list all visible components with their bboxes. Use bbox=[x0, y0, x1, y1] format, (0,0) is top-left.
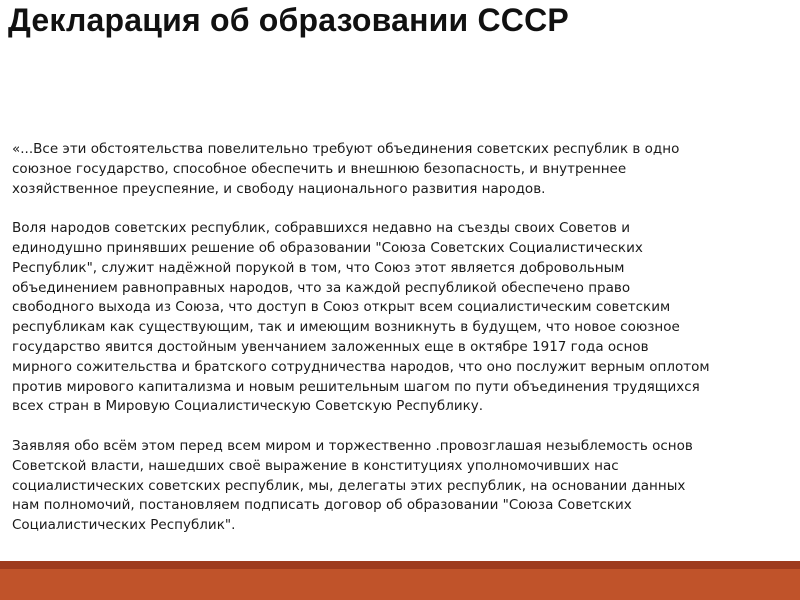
footer-bar-dark bbox=[0, 561, 800, 569]
text-line: мирного сожительства и братского сотрудничества народов, что оно послужит верным оплотом bbox=[12, 358, 710, 375]
text-line: хозяйственное преуспеяние, и свободу национального развития народов. bbox=[12, 180, 546, 197]
slide-body bbox=[12, 140, 796, 536]
text-line: государство явится достойным увенчанием заложенных еще в октябре 1917 года основ bbox=[12, 338, 649, 355]
text-line: против мирового капитализма и новым решительным шагом по пути объединения трудящихся bbox=[12, 378, 700, 395]
footer-bar bbox=[0, 569, 800, 600]
text-line: Заявляя обо всём этом перед всем миром и торжественно .провозглашая незыблемость основ bbox=[12, 437, 693, 454]
text-line: Воля народов советских республик, собравшихся недавно на съезды своих Советов и bbox=[12, 220, 631, 237]
text-line: свободного выхода из Союза, что доступ в Союз открыт всем социалистическим советским bbox=[12, 299, 671, 316]
text-line: единодушно принявших решение об образовании "Союза Советских Социалистических bbox=[12, 239, 643, 256]
text-line: Социалистических Республик". bbox=[12, 517, 236, 534]
text-line: социалистических советских республик, мы, делегаты этих республик, на основании данных bbox=[12, 477, 686, 494]
text-line: нам полномочий, постановляем подписать договор об образовании "Союза Советских bbox=[12, 497, 632, 514]
text-line: «...Все эти обстоятельства повелительно требуют объединения советских республик в одно bbox=[12, 141, 680, 157]
text-line: объединением равноправных народов, что за каждой республикой обеспечено право bbox=[12, 279, 631, 296]
paragraph-2 bbox=[12, 219, 796, 417]
text-line: Республик", служит надёжной порукой в том, что Союз этот является добровольным bbox=[12, 259, 625, 276]
paragraph-1 bbox=[12, 140, 796, 199]
text-line: Советской власти, нашедших своё выражение в конституциях уполномочивших нас bbox=[12, 457, 619, 474]
text-line: всех стран в Мировую Социалистическую Советскую Республику. bbox=[12, 398, 484, 415]
text-line: республикам как существующим, так и имеющим возникнуть в будущем, что новое союзное bbox=[12, 319, 680, 336]
slide-title: Декларация об образовании СССР bbox=[8, 2, 569, 38]
text-line: союзное государство, способное обеспечить и внешнюю безопасность, и внутреннее bbox=[12, 160, 627, 177]
paragraph-3 bbox=[12, 437, 796, 536]
